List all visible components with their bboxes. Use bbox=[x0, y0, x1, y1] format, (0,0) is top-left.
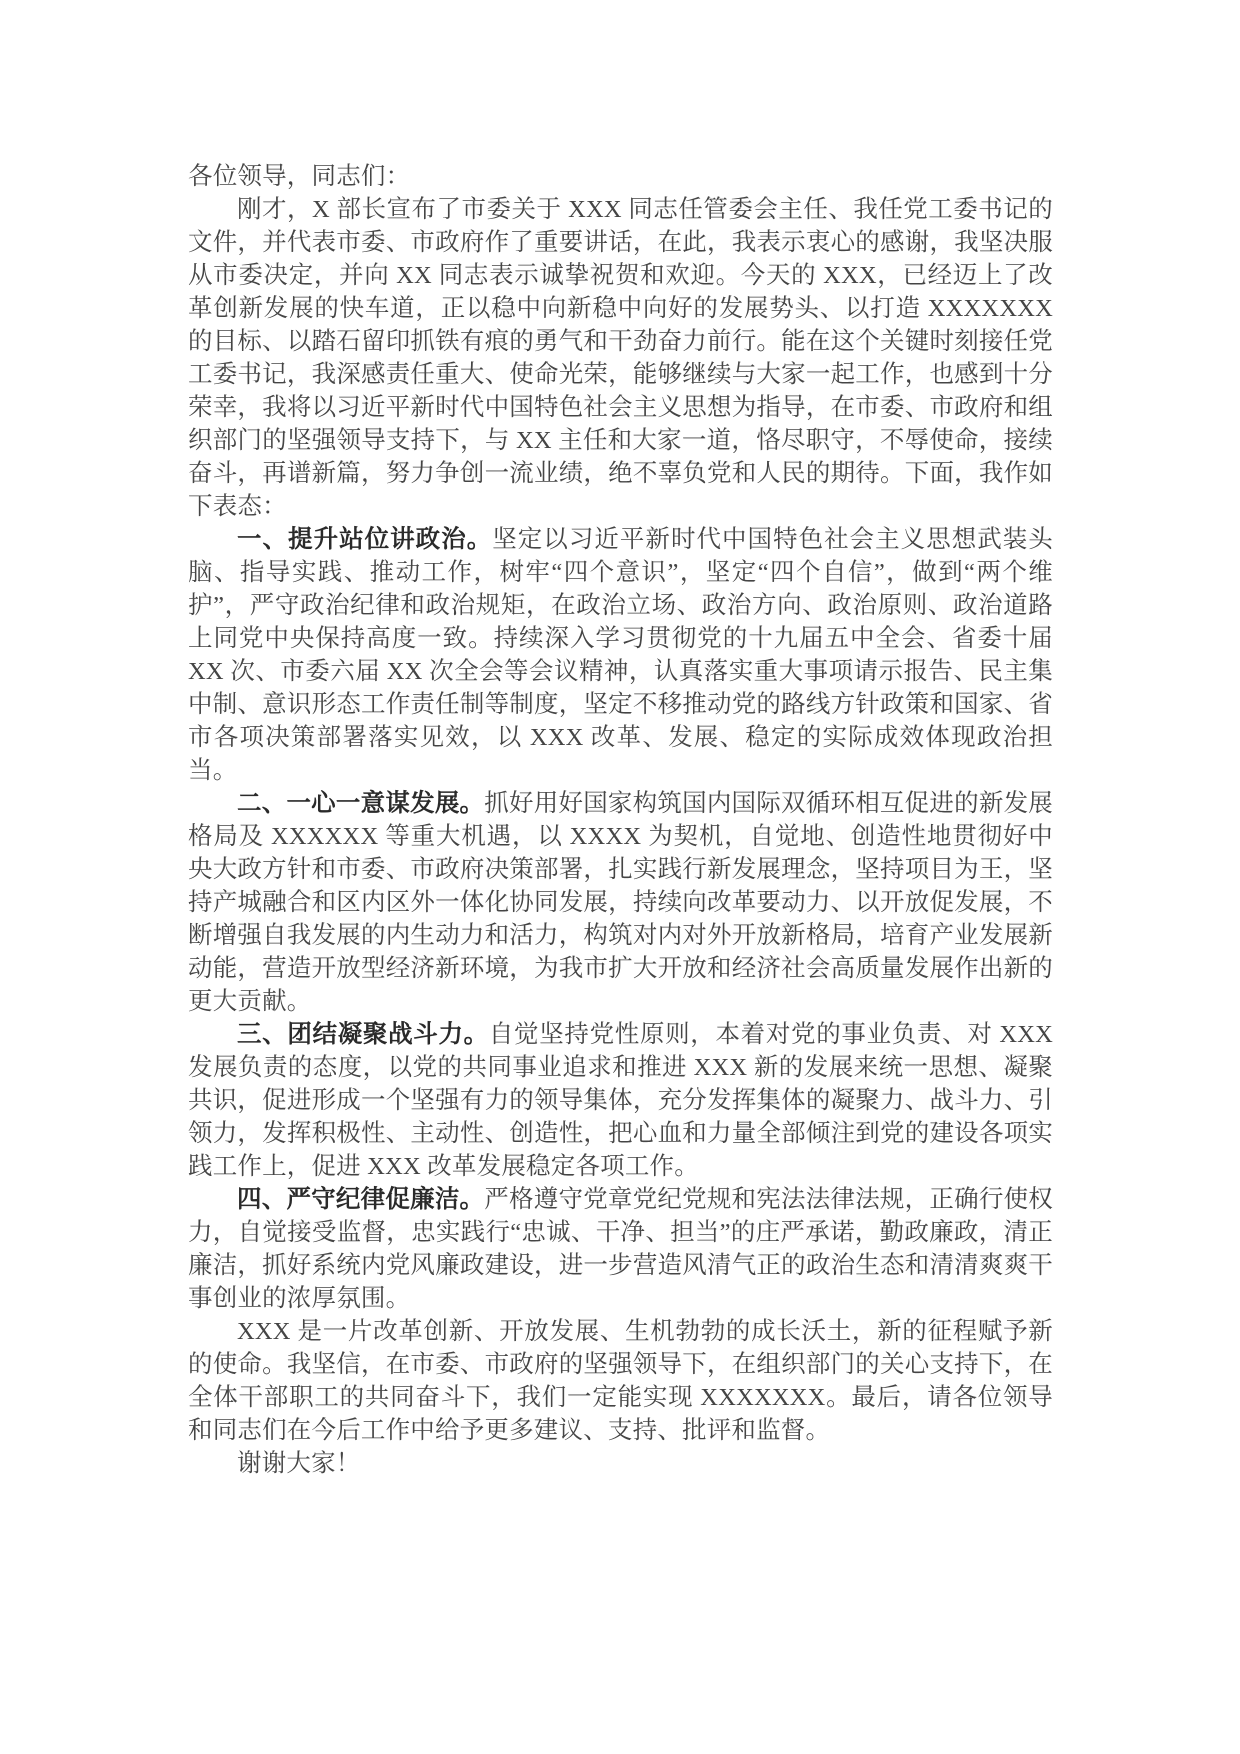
paragraph-text: 坚定以习近平新时代中国特色社会主义思想武装头脑、指导实践、推动工作，树牢“四个意识”，坚定“四个自信”，做到“两个维护”，严守政治纪律和政治规矩，在政治立场、政治方向、政治原则、政治道路上同党中央保持高度一致。持续深入学习贯彻党的十九届五中全会、省委十届 XX 次、市委六届 XX 次全会等会议精神，认真落实重大事项请示报告、民主集中制、意识形态工作责任制等制度，坚定不移推动党的路线方针政策和国家、省市各项决策部署落实见效，以 XXX 改革、发展、稳定的实际成效体现政治担当。 bbox=[188, 526, 1054, 784]
document-body bbox=[188, 160, 1053, 1480]
section-heading: 二、一心一意谋发展。 bbox=[237, 790, 485, 817]
paragraph-text: 自觉坚持党性原则，本着对党的事业负责、对 XXX 发展负责的态度，以党的共同事业追求和推进 XXX 新的发展来统一思想、凝聚共识，促进形成一个坚强有力的领导集体，充分发挥集体的凝聚力、战斗力、引领力，发挥积极性、主动性、创造性，把心血和力量全部倾注到党的建设各项实践工作上，促进 XXX 改革发展稳定各项工作。 bbox=[188, 1021, 1053, 1180]
paragraph bbox=[188, 787, 1053, 1018]
paragraph bbox=[188, 1315, 1053, 1447]
paragraph bbox=[188, 1183, 1053, 1315]
closing-text: 谢谢大家！ bbox=[237, 1450, 361, 1477]
section-heading: 四、严守纪律促廉洁。 bbox=[237, 1186, 485, 1213]
salutation-text: 各位领导，同志们： bbox=[188, 163, 411, 190]
paragraph-text: 严格遵守党章党纪党规和宪法法律法规，正确行使权力，自觉接受监督，忠实践行“忠诚、干净、担当”的庄严承诺，勤政廉政，清正廉洁，抓好系统内党风廉政建设，进一步营造风清气正的政治生态和清清爽爽干事创业的浓厚氛围。 bbox=[188, 1186, 1053, 1312]
paragraph bbox=[188, 1018, 1053, 1183]
paragraph bbox=[188, 193, 1053, 523]
closing bbox=[188, 1447, 1053, 1480]
paragraph-text: 刚才，X 部长宣布了市委关于 XXX 同志任管委会主任、我任党工委书记的文件，并代表市委、市政府作了重要讲话，在此，我表示衷心的感谢，我坚决服从市委决定，并向 XX 同志表示诚挚祝贺和欢迎。今天的 XXX，已经迈上了改革创新发展的快车道，正以稳中向新稳中向好的发展势头、以打造 XXXXXXX 的目标、以踏石留印抓铁有痕的勇气和干劲奋力前行。能在这个关键时刻接任党工委书记，我深感责任重大、使命光荣，能够继续与大家一起工作，也感到十分荣幸，我将以习近平新时代中国特色社会主义思想为指导，在市委、市政府和组织部门的坚强领导支持下，与 XX 主任和大家一道，恪尽职守，不辱使命，接续奋斗，再谱新篇，努力争创一流业绩，绝不辜负党和人民的期待。下面，我作如下表态： bbox=[188, 196, 1053, 520]
paragraph-text: XXX 是一片改革创新、开放发展、生机勃勃的成长沃土，新的征程赋予新的使命。我坚信，在市委、市政府的坚强领导下，在组织部门的关心支持下，在全体干部职工的共同奋斗下，我们一定能实现 XXXXXXX。最后，请各位领导和同志们在今后工作中给予更多建议、支持、批评和监督。 bbox=[188, 1318, 1053, 1444]
paragraph-text: 抓好用好国家构筑国内国际双循环相互促进的新发展格局及 XXXXXX 等重大机遇，以 XXXX 为契机，自觉地、创造性地贯彻好中央大政方针和市委、市政府决策部署，扎实践行新发展理念，坚持项目为王，坚持产城融合和区内区外一体化协同发展，持续向改革要动力、以开放促发展，不断增强自我发展的内生动力和活力，构筑对内对外开放新格局，培育产业发展新动能，营造开放型经济新环境，为我市扩大开放和经济社会高质量发展作出新的更大贡献。 bbox=[188, 790, 1053, 1015]
salutation bbox=[188, 160, 1053, 193]
paragraph bbox=[188, 523, 1053, 787]
section-heading: 一、提升站位讲政治。 bbox=[237, 526, 493, 553]
section-heading: 三、团结凝聚战斗力。 bbox=[237, 1021, 489, 1048]
